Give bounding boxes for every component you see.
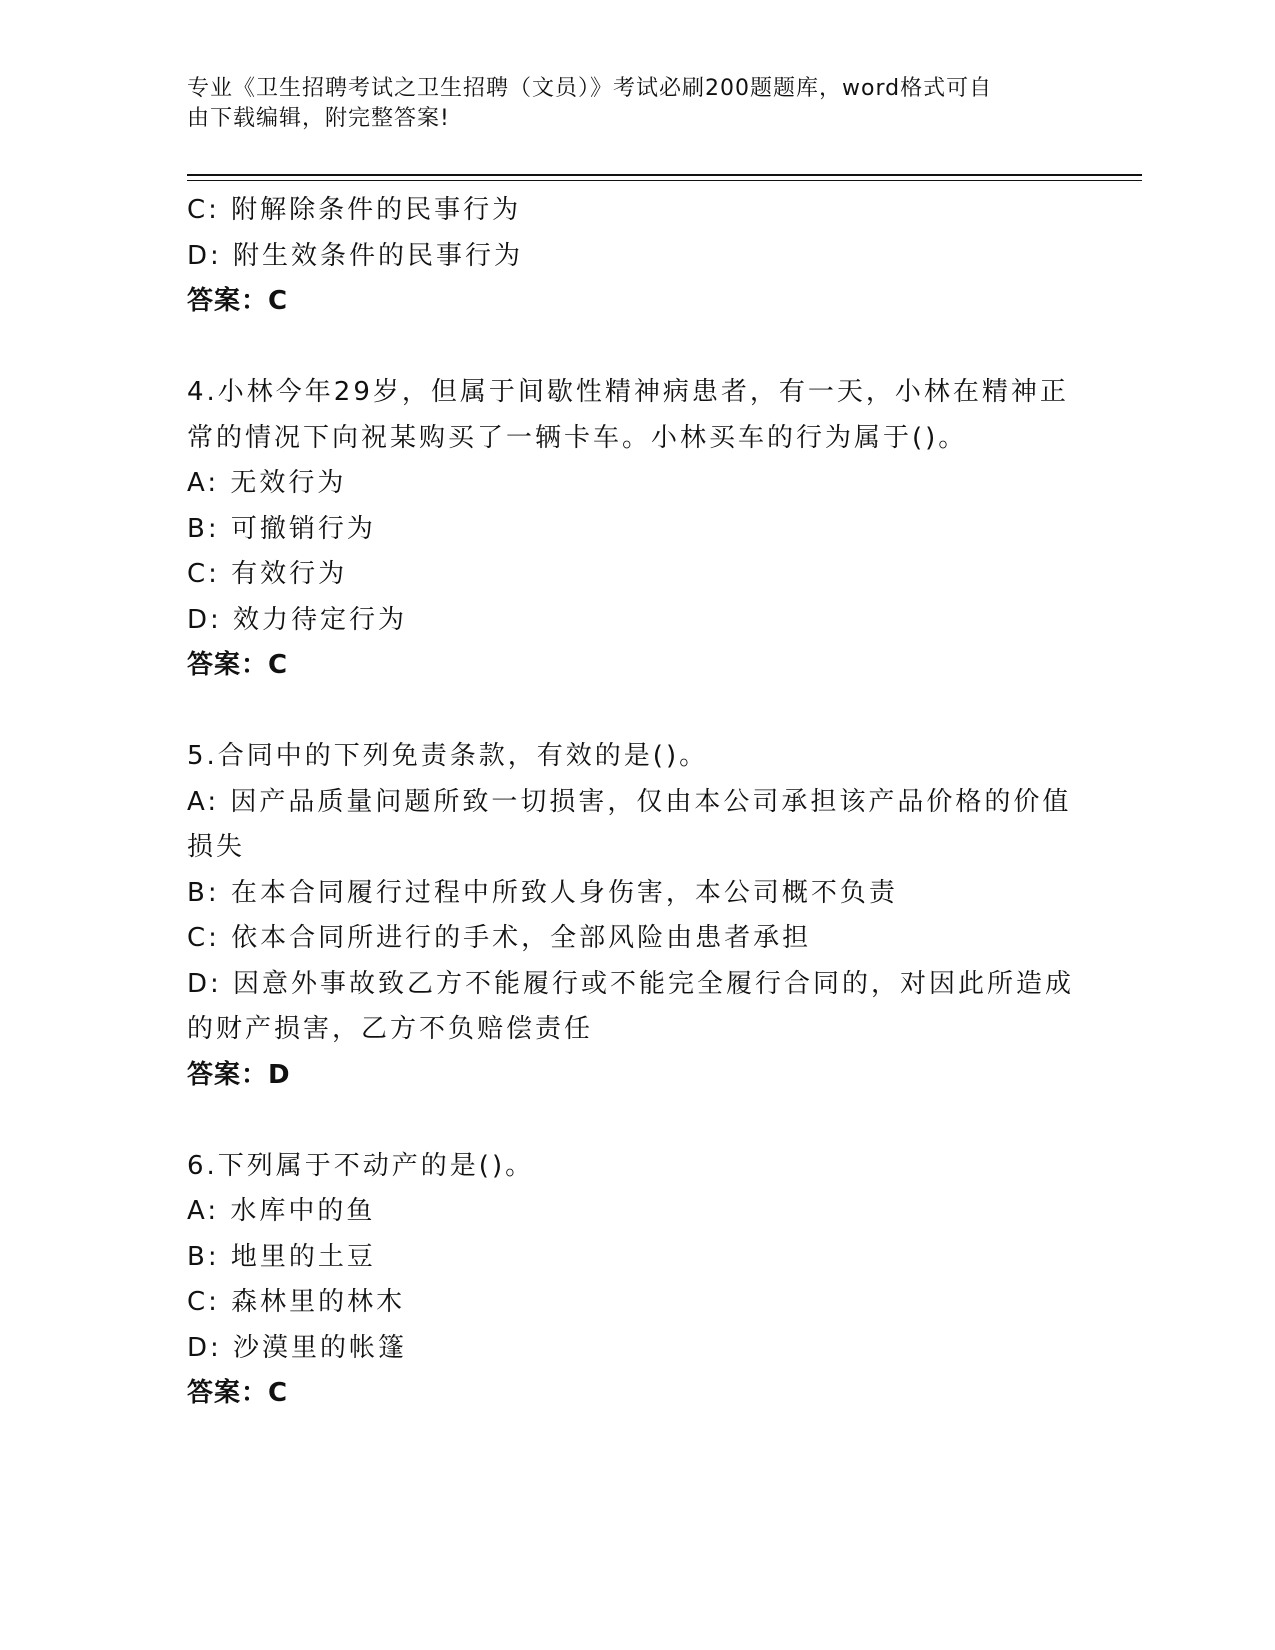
answer: 答案：C [187, 1378, 289, 1408]
question-4 [187, 370, 1077, 689]
header-line-1: 专业《卫生招聘考试之卫生招聘（文员）》考试必刷200题题库，word格式可自 [187, 76, 993, 101]
option-b: B: 在本合同履行过程中所致人身伤害，本公司概不负责 [187, 877, 898, 908]
question-stem: 4.小林今年29岁，但属于间歇性精神病患者，有一天，小林在精神正 [187, 377, 1069, 407]
answer: 答案：C [187, 650, 289, 680]
option-d: D: 因意外事故致乙方不能履行或不能完全履行合同的，对因此所造成 [187, 968, 1075, 999]
question-stem: 6.下列属于不动产的是()。 [187, 1150, 535, 1181]
question-3-tail [187, 188, 1077, 325]
answer: 答案：C [187, 286, 289, 316]
header-rule-thick [187, 174, 1142, 176]
question-stem: 5.合同中的下列免责条款，有效的是()。 [187, 741, 709, 771]
option-b: B: 可撤销行为 [187, 513, 376, 544]
option-a: A: 水库中的鱼 [187, 1196, 376, 1226]
option-c: C: 有效行为 [187, 559, 348, 589]
option-d-continued: 的财产损害，乙方不负赔偿责任 [187, 1014, 594, 1044]
option-d: D: 附生效条件的民事行为 [187, 240, 524, 271]
option-b: B: 地里的土豆 [187, 1241, 376, 1272]
question-content [187, 188, 1077, 1417]
option-a: A: 因产品质量问题所致一切损害，仅由本公司承担该产品价格的价值 [187, 786, 1072, 817]
question-6 [187, 1144, 1077, 1417]
answer: 答案：D [187, 1059, 291, 1090]
option-c: C: 附解除条件的民事行为 [187, 195, 522, 225]
question-5 [187, 734, 1077, 1098]
option-a-continued: 损失 [187, 832, 246, 862]
header-line-2: 由下载编辑，附完整答案! [187, 106, 450, 131]
question-stem-continued: 常的情况下向祝某购买了一辆卡车。小林买车的行为属于()。 [187, 422, 968, 453]
document-header [187, 74, 1067, 134]
option-c: C: 依本合同所进行的手术，全部风险由患者承担 [187, 923, 812, 953]
header-rule-thin [187, 180, 1142, 181]
question-spacer [187, 689, 1077, 735]
option-a: A: 无效行为 [187, 468, 347, 498]
option-d: D: 效力待定行为 [187, 604, 408, 635]
option-c: C: 森林里的林木 [187, 1287, 406, 1317]
question-spacer [187, 1098, 1077, 1144]
option-d: D: 沙漠里的帐篷 [187, 1332, 408, 1363]
question-spacer [187, 325, 1077, 371]
